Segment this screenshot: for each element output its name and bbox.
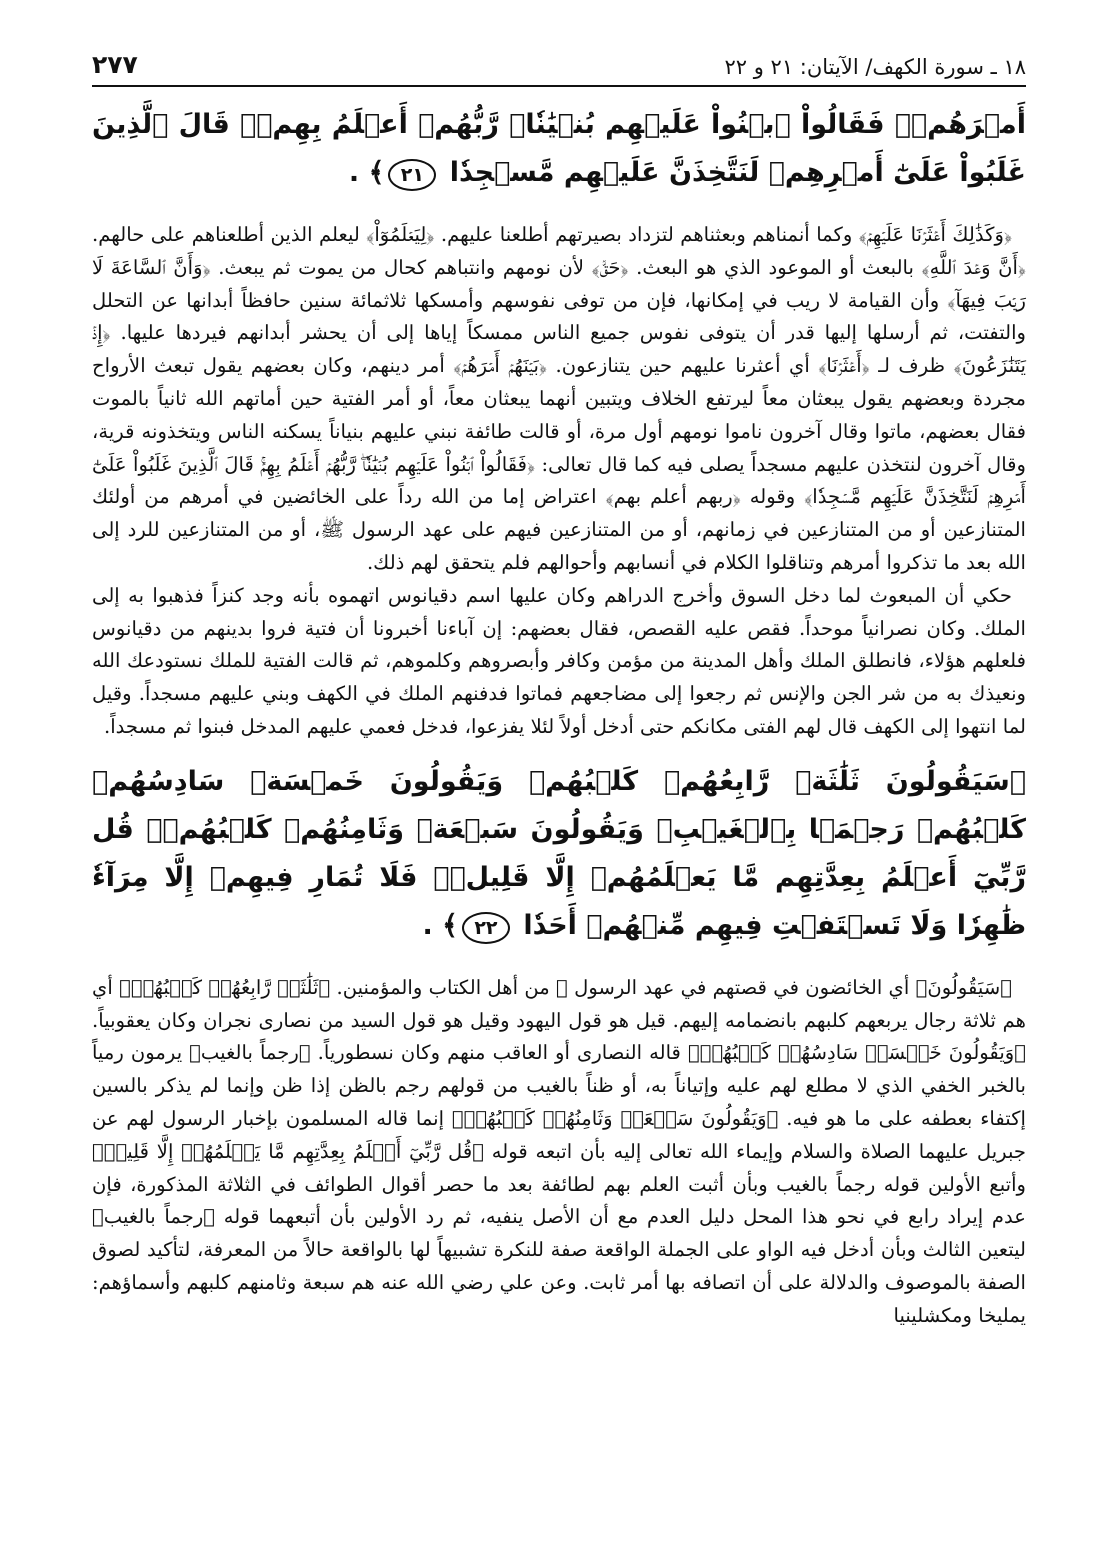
commentary-verse-21 [92,219,1026,744]
page-number: ٢٧٧ [92,50,138,79]
ayah-number-22: ٢٢ [462,912,510,944]
commentary-22-paragraph-1: ﴿سَيَقُولُونَ﴾ أي الخائضون في قصتهم في عهد الرسول ﷺ من أهل الكتاب والمؤمنين. ﴿ثَلَٰثَةٞ رَّابِعُهُمۡ كَلۡبُهُمۡ﴾ أي هم ثلاثة رجال يربعهم كلبهم بانضمامه إليهم. قيل هو قول اليهود وقيل هو قول السيد من نصارى نجران وكان يعقوبياً. ﴿وَيَقُولُونَ خَمۡسَةٞ سَادِسُهُمۡ كَلۡبُهُمۡ﴾ قاله النصارى أو العاقب منهم وكان نسطورياً. ﴿رجماً بالغيب﴾ يرمون رمياً بالخبر الخفي الذي لا مطلع لهم عليه وإتياناً به، أو ظناً بالغيب من قولهم رجم بالظن إذا ظن وإنما لم يذكر بالسين إكتفاء بعطفه على ما هو فيه. ﴿وَيَقُولُونَ سَبۡعَةٞ وَثَامِنُهُمۡ كَلۡبُهُمۡ﴾ إنما قاله المسلمون بإخبار الرسول لهم عن جبريل عليهما الصلاة والسلام وإيماء الله تعالى إليه بأن اتبعه قوله ﴿قُل رَّبِّيٓ أَعۡلَمُ بِعِدَّتِهِم مَّا يَعۡلَمُهُمۡ إِلَّا قَلِيلٞ﴾ وأتبع الأولين قوله رجماً بالغيب وبأن أثبت العلم بهم لطائفة بعد ما حصر أقوال الطوائف في الثلاثة المذكورة، فإن عدم إيراد رابع في نحو هذا المحل دليل العدم مع أن الأصل ينفيه، ثم رد الأولين بأن أتبعهما قوله ﴿رجماً بالغيب﴾ ليتعين الثالث وبأن أدخل فيه الواو على الجملة الواقعة صفة للنكرة تشبيهاً لها بالواقعة حالاً من المعرفة، لتأكيد لصوق الصفة بالموصوف والدلالة على أن اتصافه بها أمر ثابت. وعن علي رضي الله عنه هم سبعة وثامنهم كلبهم وأسماؤهم: يمليخا ومكشلينيا [92,975,1026,1327]
commentary-verse-22 [92,972,1026,1333]
commentary-21-paragraph-1: ﴿وَكَذَٰلِكَ أَعۡثَرۡنَا عَلَيۡهِمۡ﴾ وكما أنمناهم وبعثناهم لتزداد بصيرتهم أطلعنا عليهم. ﴿لِيَعۡلَمُوٓاْ﴾ ليعلم الذين أطلعناهم على حالهم. ﴿أَنَّ وَعۡدَ ٱللَّهِ﴾ بالبعث أو الموعود الذي هو البعث. ﴿حَقّٞ﴾ لأن نومهم وانتباهم كحال من يموت ثم يبعث. ﴿وَأَنَّ ٱلسَّاعَةَ لَا رَيۡبَ فِيهَآ﴾ وأن القيامة لا ريب في إمكانها، فإن من توفى نفوسهم وأمسكها ثلاثمائة سنين حافظاً أبدانها عن التحلل والتفتت، ثم أرسلها إليها قدر أن يتوفى نفوس جميع الناس ممسكاً إياها إلى أن يحشر أبدانهم فيردها عليها. ﴿إِذۡ يَتَنَٰزَعُونَ﴾ ظرف لـ ﴿أَعۡثَرۡنَا﴾ أي أعثرنا عليهم حين يتنازعون. ﴿بَيۡنَهُمۡ أَمۡرَهُمۡ﴾ أمر دينهم، وكان بعضهم يقول تبعث الأرواح مجردة وبعضهم يقول يبعثان معاً ليرتفع الخلاف ويتبين أنهما يبعثان معاً، أو أمر الفتية حين أماتهم الله ثانياً بالموت فقال بعضهم، ماتوا وقال آخرون ناموا نومهم أول مرة، أو قالت طائفة نبني عليهم بنياناً يسكنه الناس ويتخذونه قرية، وقال آخرون لنتخذن عليهم مسجداً يصلى فيه كما قال تعالى: ﴿فَقَالُواْ ٱبۡنُواْ عَلَيۡهِم بُنۡيَٰنٗاۖ رَّبُّهُمۡ أَعۡلَمُ بِهِمۡۚ قَالَ ٱلَّذِينَ غَلَبُواْ عَلَىٰٓ أَمۡرِهِمۡ لَنَتَّخِذَنَّ عَلَيۡهِم مَّسۡجِدٗا﴾ وقوله ﴿ربهم أعلم بهم﴾ اعتراض إما من الله رداً على الخائضين في أمرهم من أولئك المتنازعين أو من المتنازعين في زمانهم، أو من المتنازعين فيهم على عهد الرسول ﷺ، أو من المتنازعين للرد إلى الله بعد ما تذكروا أمرهم وتناقلوا الكلام في أنسابهم وأحوالهم فلم يتحقق لهم ذلك. [92,223,1026,574]
page-header [92,50,1026,87]
ayah-number-21: ٢١ [388,159,436,191]
verse-21-block [92,101,1026,197]
verse-22-close: ﴾ . [422,909,458,941]
verse-22-block [92,758,1026,950]
verse-21-close: ﴾ . [348,157,385,188]
verse-21-text: أَمۡرَهُمۡۖ فَقَالُواْ ٱبۡنُواْ عَلَيۡهِم بُنۡيَٰنٗاۖ رَّبُّهُمۡ أَعۡلَمُ بِهِمۡۚ قَالَ ٱلَّذِينَ غَلَبُواْ عَلَىٰٓ أَمۡرِهِمۡ لَنَتَّخِذَنَّ عَلَيۡهِم مَّسۡجِدٗا [92,109,1026,188]
verse-22-text: ﴿سَيَقُولُونَ ثَلَٰثَةٞ رَّابِعُهُمۡ كَلۡبُهُمۡ وَيَقُولُونَ خَمۡسَةٞ سَادِسُهُمۡ كَلۡبُهُمۡ رَجۡمَۢا بِٱلۡغَيۡبِۖ وَيَقُولُونَ سَبۡعَةٞ وَثَامِنُهُمۡ كَلۡبُهُمۡۚ قُل رَّبِّيٓ أَعۡلَمُ بِعِدَّتِهِم مَّا يَعۡلَمُهُمۡ إِلَّا قَلِيلٞۗ فَلَا تُمَارِ فِيهِمۡ إِلَّا مِرَآءٗ ظَٰهِرٗا وَلَا تَسۡتَفۡتِ فِيهِم مِّنۡهُمۡ أَحَدٗا [92,765,1026,941]
commentary-21-paragraph-2: حكي أن المبعوث لما دخل السوق وأخرج الدراهم وكان عليها اسم دقيانوس اتهموه بأنه وجد كنزاً فذهبوا به إلى الملك. وكان نصرانياً موحداً. فقص عليه القصص، فقال بعضهم: إن آباءنا أخبرونا أن فتية فروا بدينهم من دقيانوس فلعلهم هؤلاء، فانطلق الملك وأهل المدينة من مؤمن وكافر وأبصروهم وكلموهم، ثم قالت الفتية للملك نستودعك الله ونعيذك به من شر الجن والإنس ثم رجعوا إلى مضاجعهم فماتوا فدفنهم الملك في الكهف وبني عليهم مسجداً. وقيل لما انتهوا إلى الكهف قال لهم الفتى مكانكم حتى أدخل أولاً لئلا يفزعوا، فدخل فعمي عليهم المدخل فبنوا ثم مسجداً. [92,583,1026,738]
running-title: ١٨ ـ سورة الكهف/ الآيتان: ٢١ و ٢٢ [724,55,1026,79]
